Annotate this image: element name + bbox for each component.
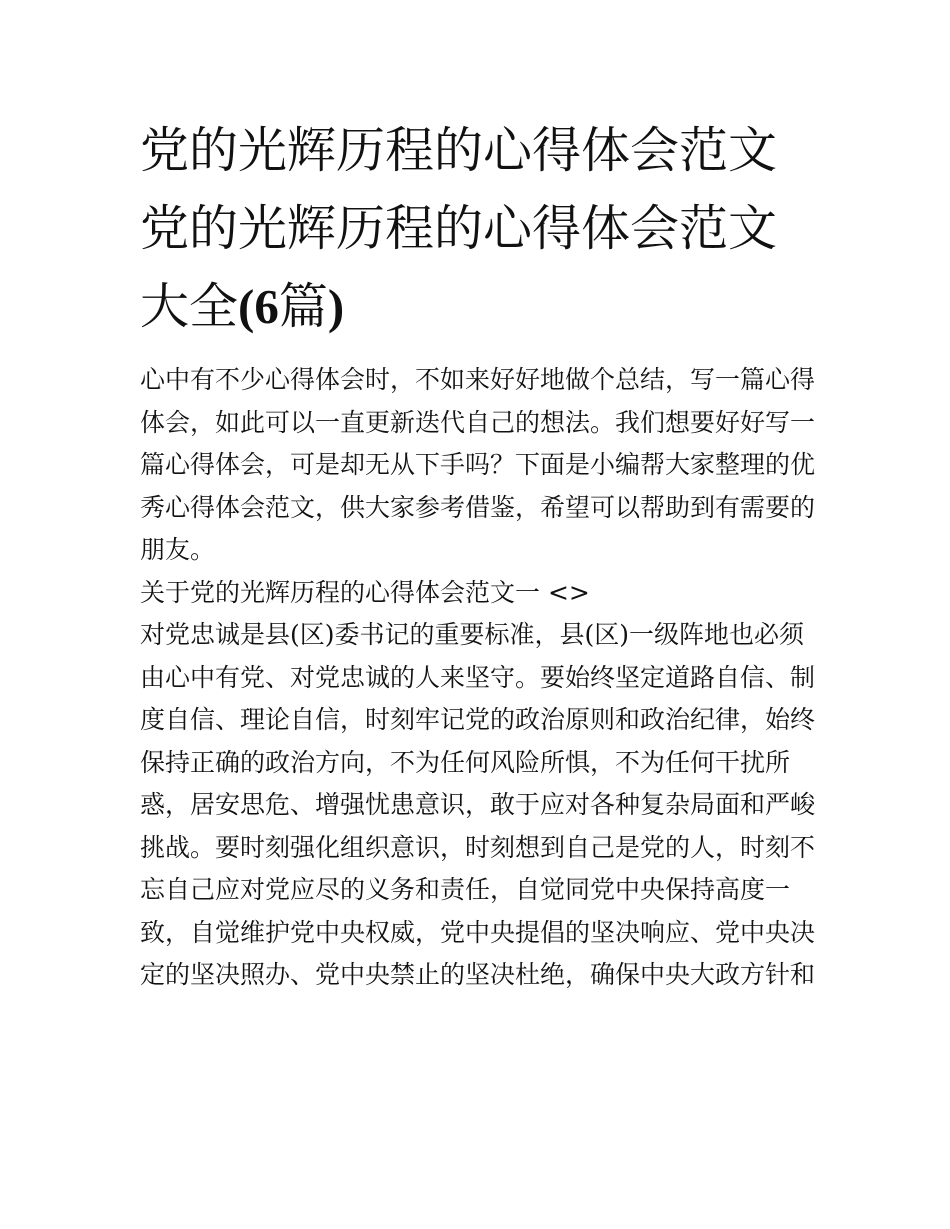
section-line: 保持正确的政治方向，不为任何风险所惧，不为任何干扰所 xyxy=(140,747,791,777)
section-line: 挑战。要时刻强化组织意识，时刻想到自己是党的人，时刻不 xyxy=(140,832,816,862)
section-line: 致，自觉维护党中央权威，党中央提倡的坚决响应、党中央决 xyxy=(140,917,816,947)
intro-line: 体会，如此可以一直更新迭代自己的想法。我们想要好好写一 xyxy=(140,407,816,437)
intro-line: 朋友。 xyxy=(140,535,216,564)
section-heading: 关于党的光辉历程的心得体会范文一 <> xyxy=(140,577,590,607)
section-line: 忘自己应对党应尽的义务和责任，自觉同党中央保持高度一 xyxy=(140,875,791,904)
intro-line: 篇心得体会，可是却无从下手吗？下面是小编帮大家整理的优 xyxy=(140,450,816,479)
title-line-3-count: (6 xyxy=(238,279,279,334)
document-body xyxy=(140,359,816,997)
intro-line: 秀心得体会范文，供大家参考借鉴，希望可以帮助到有需要的 xyxy=(140,492,816,522)
title-line-2: 党的光辉历程的心得体会范文 xyxy=(140,200,778,257)
section-line: 由心中有党、对党忠诚的人来坚守。要始终坚定道路自信、制 xyxy=(140,662,816,692)
section-line: 定的坚决照办、党中央禁止的坚决杜绝，确保中央大政方针和 xyxy=(140,960,816,989)
section-line: 对党忠诚是县(区)委书记的重要标准，县(区)一级阵地也必须 xyxy=(140,620,805,649)
section-line: 度自信、理论自信，时刻牢记党的政治原则和政治纪律，始终 xyxy=(140,705,816,734)
title-line-1: 党的光辉历程的心得体会范文 xyxy=(140,122,778,179)
intro-line: 心中有不少心得体会时，不如来好好地做个总结，写一篇心得 xyxy=(140,365,816,394)
title-line-3-close: ) xyxy=(327,279,345,334)
document-title xyxy=(140,112,820,346)
title-line-3 xyxy=(140,268,820,346)
title-line-3-unit: 篇 xyxy=(278,278,328,335)
title-line-3-text: 大全 xyxy=(140,278,239,335)
section-line: 惑，居安思危、增强忧患意识，敢于应对各种复杂局面和严峻 xyxy=(140,790,816,819)
